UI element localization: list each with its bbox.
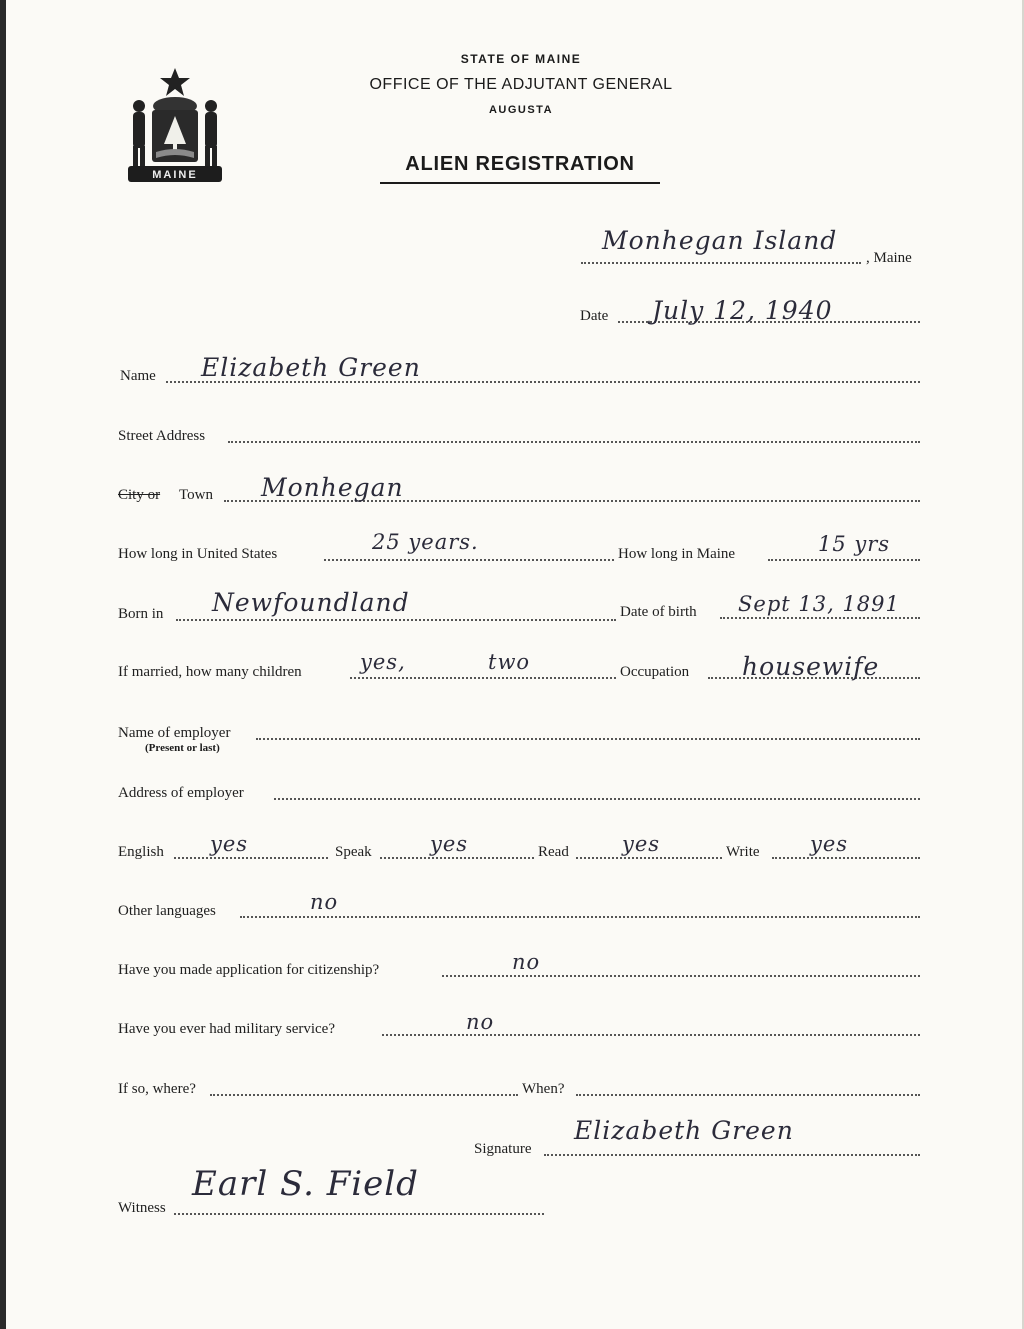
dob-label: Date of birth [620,604,697,620]
witness-value[interactable]: Earl S. Field [192,1164,419,1204]
read-label: Read [538,844,569,860]
read-value[interactable]: yes [622,832,661,856]
maine-duration-label: How long in Maine [618,546,736,562]
born-label: Born in [118,606,164,622]
employer-sublabel: (Present or last) [145,742,220,754]
office-heading: OFFICE OF THE ADJUTANT GENERAL [369,76,673,93]
city-heading: AUGUSTA [488,104,554,116]
military-line [382,1034,920,1036]
maine-duration-line [768,559,920,561]
street-line [228,441,920,443]
born-line [176,619,616,621]
witness-line [174,1213,544,1215]
seal-text: MAINE [152,169,198,181]
employer-address-line [274,798,920,800]
write-value[interactable]: yes [810,832,849,856]
children-label: If married, how many children [118,664,302,680]
date-label: Date [580,308,609,324]
other-languages-line [240,916,920,918]
military-label: Have you ever had military service? [118,1021,335,1037]
place-line [581,262,861,264]
signature-line [544,1154,920,1156]
speak-value[interactable]: yes [430,832,469,856]
name-label: Name [120,368,156,384]
date-value[interactable]: July 12, 1940 [652,296,833,325]
occupation-value[interactable]: housewife [742,652,880,681]
military-value[interactable]: no [466,1010,495,1034]
signature-value[interactable]: Elizabeth Green [574,1116,794,1145]
us-duration-value[interactable]: 25 years. [372,530,479,554]
when-label: When? [522,1081,565,1097]
children-line [350,677,616,679]
town-value[interactable]: Monhegan [261,473,404,502]
maine-duration-value[interactable]: 15 yrs [818,532,891,556]
dob-line [720,617,920,619]
born-value[interactable]: Newfoundland [212,588,410,617]
dob-value[interactable]: Sept 13, 1891 [738,592,900,616]
children-value[interactable]: yes, [360,650,406,674]
write-label: Write [726,844,760,860]
write-line [772,857,920,859]
us-duration-line [324,559,614,561]
state-heading: STATE OF MAINE [460,52,582,66]
read-line [576,857,722,859]
place-value[interactable]: Monhegan Island [602,226,838,255]
children-count-value[interactable]: two [488,650,531,674]
employer-line [256,738,920,740]
maine-state-seal-icon [122,66,228,186]
town-label: Town [179,487,213,503]
form-title: ALIEN REGISTRATION [380,153,660,184]
other-languages-label: Other languages [118,903,216,919]
citizenship-line [442,975,920,977]
street-label: Street Address [118,428,206,444]
name-value[interactable]: Elizabeth Green [201,353,421,382]
witness-label: Witness [118,1200,166,1216]
employer-address-label: Address of employer [118,785,244,801]
other-languages-value[interactable]: no [310,890,339,914]
english-value[interactable]: yes [210,832,249,856]
employer-label: Name of employer [118,725,231,741]
english-label: English [118,844,164,860]
speak-line [380,857,534,859]
signature-label: Signature [474,1141,532,1157]
citizenship-value[interactable]: no [512,950,541,974]
where-line [210,1094,518,1096]
speak-label: Speak [335,844,372,860]
occupation-label: Occupation [620,664,690,680]
us-duration-label: How long in United States [118,546,278,562]
when-line [576,1094,920,1096]
citizenship-label: Have you made application for citizenship? [118,962,380,978]
english-line [174,857,328,859]
town-struck-label: City or [118,487,161,503]
place-suffix: , Maine [866,250,912,266]
where-label: If so, where? [118,1081,196,1097]
